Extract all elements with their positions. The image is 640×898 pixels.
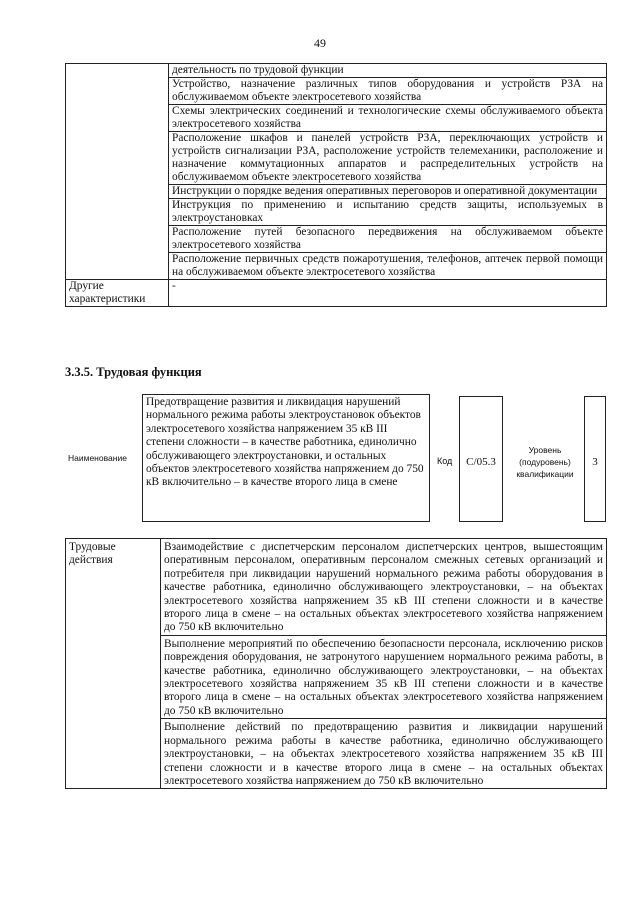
function-name-box: Предотвращение развития и ликвидация нарушений нормального режима работы электроустановок объектов электросетевого хозяйства напряжением 35 кВ III степени сложности – в качестве работника, единолично обслуживающего электроустановки, и остальных объектов электросетевого хозяйства напряжением до 750 кВ включительно – в качестве второго лица в смене bbox=[142, 394, 430, 522]
empty-label-cell bbox=[66, 64, 169, 280]
level-box bbox=[584, 396, 606, 522]
labor-actions-table bbox=[65, 538, 607, 789]
table-cell: Инструкция по применению и испытанию средств защиты, используемых в электроустановках bbox=[169, 199, 607, 226]
knowledge-table bbox=[65, 63, 607, 307]
name-label: Наименование bbox=[68, 453, 127, 463]
other-characteristics-label: Другие характеристики bbox=[66, 280, 169, 307]
code-label: Код bbox=[437, 456, 453, 466]
table-cell: Расположение шкафов и панелей устройств РЗА, переключающих устройств и устройств сигнализации РЗА, расположение устройств телемеханики, расположение и назначение коммутационных аппаратов и распределительных устройств на обслуживаемом объекте электросетевого хозяйства bbox=[169, 132, 607, 185]
section-title: 3.3.5. Трудовая функция bbox=[65, 365, 202, 379]
code-value: C/05.3 bbox=[466, 456, 496, 468]
table-cell: Инструкции о порядке ведения оперативных переговоров и оперативной документации bbox=[169, 185, 607, 199]
page-number: 49 bbox=[314, 36, 326, 50]
level-label: Уровень (подуровень) квалификации bbox=[516, 445, 574, 479]
table-cell: Выполнение мероприятий по обеспечению безопасности персонала, исключению рисков повреждения оборудования, не затронутого нарушением нормального режима работы, в качестве работника, единолично обслуживающего электроустановки, – на объектах электросетевого хозяйства напряжением 35 кВ III степени сложности и в качестве второго лица в смене – на остальных объектах электросетевого хозяйства напряжением до 750 кВ включительно bbox=[161, 635, 607, 718]
table-cell: Схемы электрических соединений и технологические схемы обслуживаемого объекта электросетевого хозяйства bbox=[169, 105, 607, 132]
level-value: 3 bbox=[592, 456, 598, 468]
table-cell: Устройство, назначение различных типов оборудования и устройств РЗА на обслуживаемом объекте электросетевого хозяйства bbox=[169, 78, 607, 105]
labor-actions-label: Трудовые действия bbox=[66, 539, 161, 789]
table-cell: Расположение первичных средств пожаротушения, телефонов, аптечек первой помощи на обслуживаемом объекте электросетевого хозяйства bbox=[169, 253, 607, 280]
code-box bbox=[459, 396, 503, 522]
table-cell: Выполнение действий по предотвращению развития и ликвидации нарушений нормального режима работы в качестве работника, единолично обслуживающего электроустановки, – на объектах электросетевого хозяйства напряжением 35 кВ III степени сложности и в качестве второго лица в смене – на остальных объектах электросетевого хозяйства напряжением до 750 кВ включительно bbox=[161, 719, 607, 789]
table-cell: Взаимодействие с диспетчерским персоналом диспетчерских центров, вышестоящим оперативным персоналом, оперативным персоналом смежных сетевых организаций и потребителя при ликвидации нарушений нормального режима работы оборудования в качестве работника, единолично обслуживающего электроустановки, – на объектах электросетевого хозяйства напряжением 35 кВ III степени сложности и в качестве второго лица в смене – на остальных объектах электросетевого хозяйства напряжением до 750 кВ включительно bbox=[161, 539, 607, 636]
table-row bbox=[66, 64, 607, 78]
other-characteristics-value: - bbox=[169, 280, 607, 307]
table-row bbox=[66, 280, 607, 307]
table-row bbox=[66, 539, 607, 636]
table-cell: Расположение путей безопасного передвижения на обслуживаемом объекте электросетевого хозяйства bbox=[169, 226, 607, 253]
table-cell: деятельность по трудовой функции bbox=[169, 64, 607, 78]
